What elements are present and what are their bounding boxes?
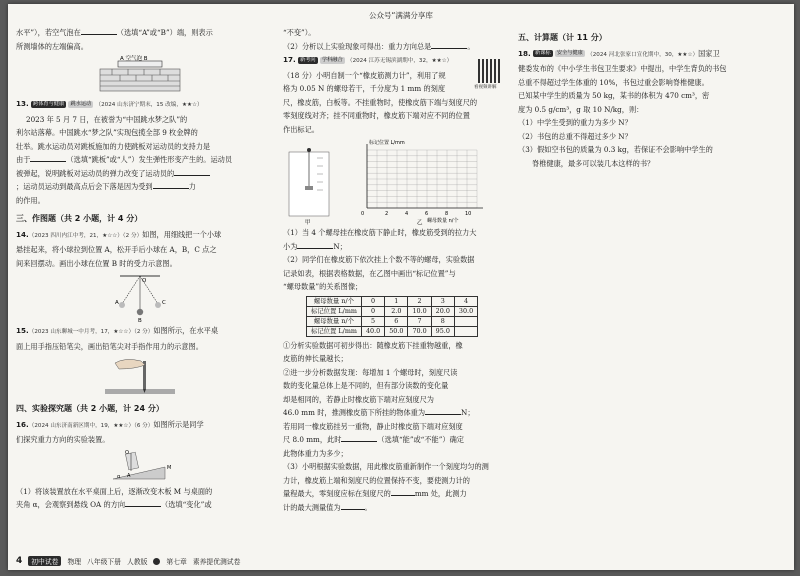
table-cell: 1 (385, 296, 408, 306)
text: 。 (467, 41, 475, 51)
text: 间来回摆动。画出小球在位置 B 时的受力示意图。 (16, 258, 177, 268)
text: ；运动员运动到最高点后会下落是因为受到 (16, 182, 153, 191)
text: 国家卫 (698, 48, 720, 58)
text: 水平”），若空气泡在 (16, 28, 81, 37)
fig-label: A 空气泡 B (120, 56, 148, 62)
pencil-finger-figure (95, 355, 185, 397)
text: 量程最大，零刻度应标在刻度尺的 (283, 489, 391, 498)
text: 皮筋的伸长量越长； (283, 354, 348, 363)
answer-blank[interactable] (431, 40, 467, 49)
text: 46.0 mm 时，推测橡皮筋下所挂的物体重为 (283, 408, 426, 417)
answer-blank[interactable] (153, 180, 189, 189)
table-cell: 6 (385, 316, 408, 326)
text: 被弹起，说明跳板对运动员的弹力改变了运动员的 (16, 168, 175, 178)
brick-wall-figure (90, 55, 190, 95)
text: 度为 0.5 g/cm³，g 取 10 N/kg，则： (518, 104, 644, 114)
table-cell: 2 (408, 296, 431, 306)
section-heading: 三、作图题（共 2 小题，计 4 分） (16, 214, 143, 223)
text: 2023 年 5 月 7 日，在被誉为“中国跳水梦之队”的 (26, 114, 188, 124)
text: 利尔站落幕。中国跳水“梦之队”实现包揽全部 9 枚金牌的 (16, 128, 198, 137)
text: 零刻度线对齐；挂不同重物时，橡皮筋下端对应不同的位置 (283, 111, 470, 120)
question-number: 13. (16, 99, 29, 108)
text: 壮举。跳水运动员对跳板施加的力使跳板对运动员的支持力是 (16, 141, 211, 151)
text: 脊椎健康，最多可以装几本这样的书？ (532, 158, 655, 168)
tag-badge: 跨体育与健康 (33, 100, 65, 107)
tag-badge: 学科融合 (321, 56, 343, 63)
text: （2）同学们在橡皮筋下依次挂上个数不等的螺母，实验数据 (283, 255, 475, 264)
text: （1）将该装置放在水平桌面上后，逐渐改变木板 M 与桌面的 (16, 486, 213, 496)
x-tick-label: 10 (465, 211, 472, 217)
section-heading: 五、计算题（计 11 分） (518, 33, 607, 42)
table-cell: 70.0 (408, 326, 431, 336)
text: （选填“A”或“B”）端，则表示 (116, 28, 213, 37)
table-cell: 7 (408, 316, 431, 326)
text: （18 分）小明自制一个“橡皮筋测力计”，利用了规 (283, 70, 446, 80)
table-cell: 螺母数量 n/个 (306, 296, 361, 306)
answer-blank[interactable] (341, 433, 377, 442)
tag-badge: 新考向 (300, 56, 316, 63)
question-number: 18. (518, 48, 531, 58)
text: （选填“能”或“不能”）确定 (377, 435, 464, 444)
section-heading: 四、实验探究题（共 2 小题，计 24 分） (16, 404, 164, 413)
page-footer (16, 556, 240, 566)
table-cell: 5 (361, 316, 384, 326)
text: 却是相同的，若静止时橡皮筋下端对应刻度尺为 (283, 394, 434, 404)
fig-label: α (117, 473, 121, 480)
table-cell: 标记位置 L/mm (306, 306, 361, 316)
source-note: （2024 江苏无锡滨湖期中，32，★★☆） (346, 58, 453, 64)
question-number: 16. (16, 419, 29, 429)
rubber-band-device-figure (283, 146, 343, 226)
answer-blank[interactable] (341, 501, 365, 510)
y-axis-label: 标记位置 L/mm (369, 140, 405, 146)
qr-code[interactable] (478, 59, 502, 83)
table-cell (454, 316, 477, 326)
gravity-direction-figure (105, 449, 175, 483)
table-cell: 4 (454, 296, 477, 306)
text: ②进一步分析数据发现：每增加 1 个螺母时，刻度尺读 (283, 367, 458, 377)
fig-label: O (125, 449, 129, 456)
text: 面上用手指压铅笔尖，画出铅笔尖对手指作用力的示意图。 (16, 341, 203, 351)
footer-title: 素养提优测试卷 (192, 558, 241, 566)
source-note: （2024 山东济宁期末，15 改编，★★☆） (95, 102, 203, 108)
qr-caption: 看视频讲解 (474, 85, 497, 90)
table-cell: 30.0 (454, 306, 477, 316)
table-cell: 3 (431, 296, 454, 306)
text: 如图所示是同学 (153, 419, 204, 429)
pendulum-figure (100, 272, 180, 322)
answer-blank[interactable] (425, 406, 461, 415)
text: 作出标记。 (283, 124, 319, 134)
table-cell: 0 (361, 306, 384, 316)
text: mm 处，此测力 (414, 489, 467, 498)
mark-position-chart (349, 136, 489, 226)
fig-label: 乙 (417, 220, 423, 226)
text: 已知某中学生的质量为 50 kg，某书的体积为 470 cm³，密 (518, 91, 710, 100)
footer-subject: 物理 (67, 558, 82, 566)
source-note: （2024 山东济南新区期中，19，★★☆）（6 分） (28, 422, 154, 429)
text: 力计，橡皮筋上端和刻度尺的位置保持不变，要使测力计的 (283, 475, 470, 485)
page-number: 4 (16, 556, 23, 566)
table-cell: 0 (361, 296, 384, 306)
question-number: 15. (16, 326, 29, 335)
source-note: （2023 山东聊城一中月考，17，★☆☆）（2 分） (28, 329, 154, 335)
text: 计的最大测量值为 (283, 502, 341, 512)
fig-label: C (162, 300, 166, 306)
text: ①分析实验数据可初步得出：随橡皮筋下挂重物越重，橡 (283, 340, 463, 350)
answer-blank[interactable] (81, 26, 117, 35)
text: （1）当 4 个螺母挂在橡皮筋下静止时，橡皮筋受到的拉力大 (283, 228, 477, 237)
text: N； (333, 241, 347, 251)
tag-badge: 新课标 (535, 50, 551, 56)
text: 由于 (16, 155, 31, 164)
ball (137, 309, 143, 315)
text: 数的变化量总体上是不同的，但有部分读数的变化量 (283, 381, 449, 390)
origin-label: 0 (361, 211, 365, 217)
table-cell: 20.0 (431, 306, 454, 316)
table-cell: 螺母数量 n/个 (306, 316, 361, 326)
table-row (306, 326, 477, 336)
answer-blank[interactable] (125, 498, 161, 507)
text: 夹角 α，会观察到悬线 OA 的方向 (16, 500, 126, 509)
table-cell: 95.0 (431, 326, 454, 336)
text: 尺，橡皮筋，白板等。不挂重物时，使橡皮筋下端与刻度尺的 (283, 97, 478, 107)
text: 格为 0.05 N 的螺母若干，千分度为 1 mm 的刻度 (283, 84, 446, 93)
footer-edition: 人教版 (127, 558, 148, 566)
text: 所测墙体的左端偏高。 (16, 41, 88, 51)
text: （2）书包的总重不得超过多少 N？ (518, 131, 632, 141)
text: 如图所示，在水平桌 (153, 326, 219, 335)
text: （3）假如空书包的质量为 0.3 kg，若保证不会影响中学生的 (518, 145, 713, 154)
fig-label: M (167, 464, 172, 471)
text: 力 (188, 182, 196, 191)
brand-badge: 初中试卷 (28, 556, 61, 566)
question-number: 14. (16, 229, 29, 239)
table-cell: 标记位置 L/mm (306, 326, 361, 336)
fig-label: A (127, 472, 131, 479)
fig-label: A (115, 300, 119, 306)
page-header: 公众号“满满分享库 (369, 11, 433, 20)
text: 悬挂起来，将小球拉到位置 A，松开手后小球在 A，B，C 点之 (16, 245, 217, 254)
source-note: （2023 四川内江中考，21，★☆☆）（2 分） (28, 232, 143, 239)
x-tick-label: 2 (385, 211, 389, 217)
text: “螺母数量”的关系图像； (283, 282, 363, 291)
answer-blank[interactable] (391, 487, 415, 496)
text: 小为 (283, 241, 298, 251)
source-note: （2024 河北张家口宣化期中，30，★★☆） (587, 51, 699, 58)
answer-blank[interactable] (30, 153, 66, 162)
answer-blank[interactable] (174, 167, 210, 176)
footer-grade: 八年级下册 (87, 558, 122, 566)
text: 。 (364, 502, 372, 512)
bullet-icon (153, 558, 160, 565)
text: 的作用。 (16, 195, 45, 205)
text: “不变”）。 (283, 28, 316, 37)
text: （选填“变化”或 (161, 500, 212, 509)
text: 如图，用细线把一个小球 (142, 229, 222, 239)
text: 尺 8.0 mm，此时 (283, 435, 342, 444)
table-cell (454, 326, 477, 336)
table-row (306, 296, 477, 306)
table-row (306, 306, 477, 316)
table-cell: 8 (431, 316, 454, 326)
text: 总重不得超过学生体重的 10%，书包过重会影响脊椎健康。 (518, 77, 709, 87)
table-row (306, 316, 477, 326)
table-cell: 50.0 (385, 326, 408, 336)
column-middle (283, 26, 501, 514)
table-cell: 40.0 (361, 326, 384, 336)
tag-badge: 安全与健康 (556, 50, 583, 56)
fig-label: 甲 (305, 220, 311, 226)
text: （选填“跳板”或“人”）发生弹性形变产生的。运动员 (66, 155, 233, 164)
table-cell: 10.0 (408, 306, 431, 316)
fig-label: O (142, 278, 147, 284)
text: N； (461, 408, 475, 417)
x-tick-label: 6 (425, 211, 429, 217)
text: 此物体重力为多少； (283, 448, 348, 458)
fig-label: B (138, 318, 142, 322)
text: 若用同一橡皮筋挂另一重物，静止时橡皮筋下端对应刻度 (283, 421, 463, 431)
text: （2）分析以上实验现象可得出：重力方向总是 (283, 41, 432, 51)
column-right (518, 26, 786, 170)
data-table (306, 296, 478, 337)
text: 健委发布的《中小学生书包卫生要求》中提出，中学生背负的书包 (518, 64, 727, 73)
text: （3）小明根据实验数据，用此橡皮筋重新制作一个刻度均匀的测 (283, 462, 489, 471)
column-left (16, 26, 264, 512)
text: 们探究重力方向的实验装置。 (16, 435, 110, 444)
exam-sheet (8, 4, 794, 570)
x-tick-label: 4 (405, 211, 409, 217)
x-axis-label: 螺母数量 n/个 (427, 218, 459, 224)
text: （1）中学生受到的重力为多少 N？ (518, 118, 632, 127)
question-number: 17. (283, 55, 296, 64)
text: 记录如表，根据表格数据，在乙图中画出“标记位置”与 (283, 268, 456, 278)
table-cell: 2.0 (385, 306, 408, 316)
footer-chapter: 第七章 (166, 558, 187, 566)
answer-blank[interactable] (297, 240, 333, 249)
x-tick-label: 8 (445, 211, 449, 217)
tag-badge: 跳水运动 (70, 100, 92, 107)
